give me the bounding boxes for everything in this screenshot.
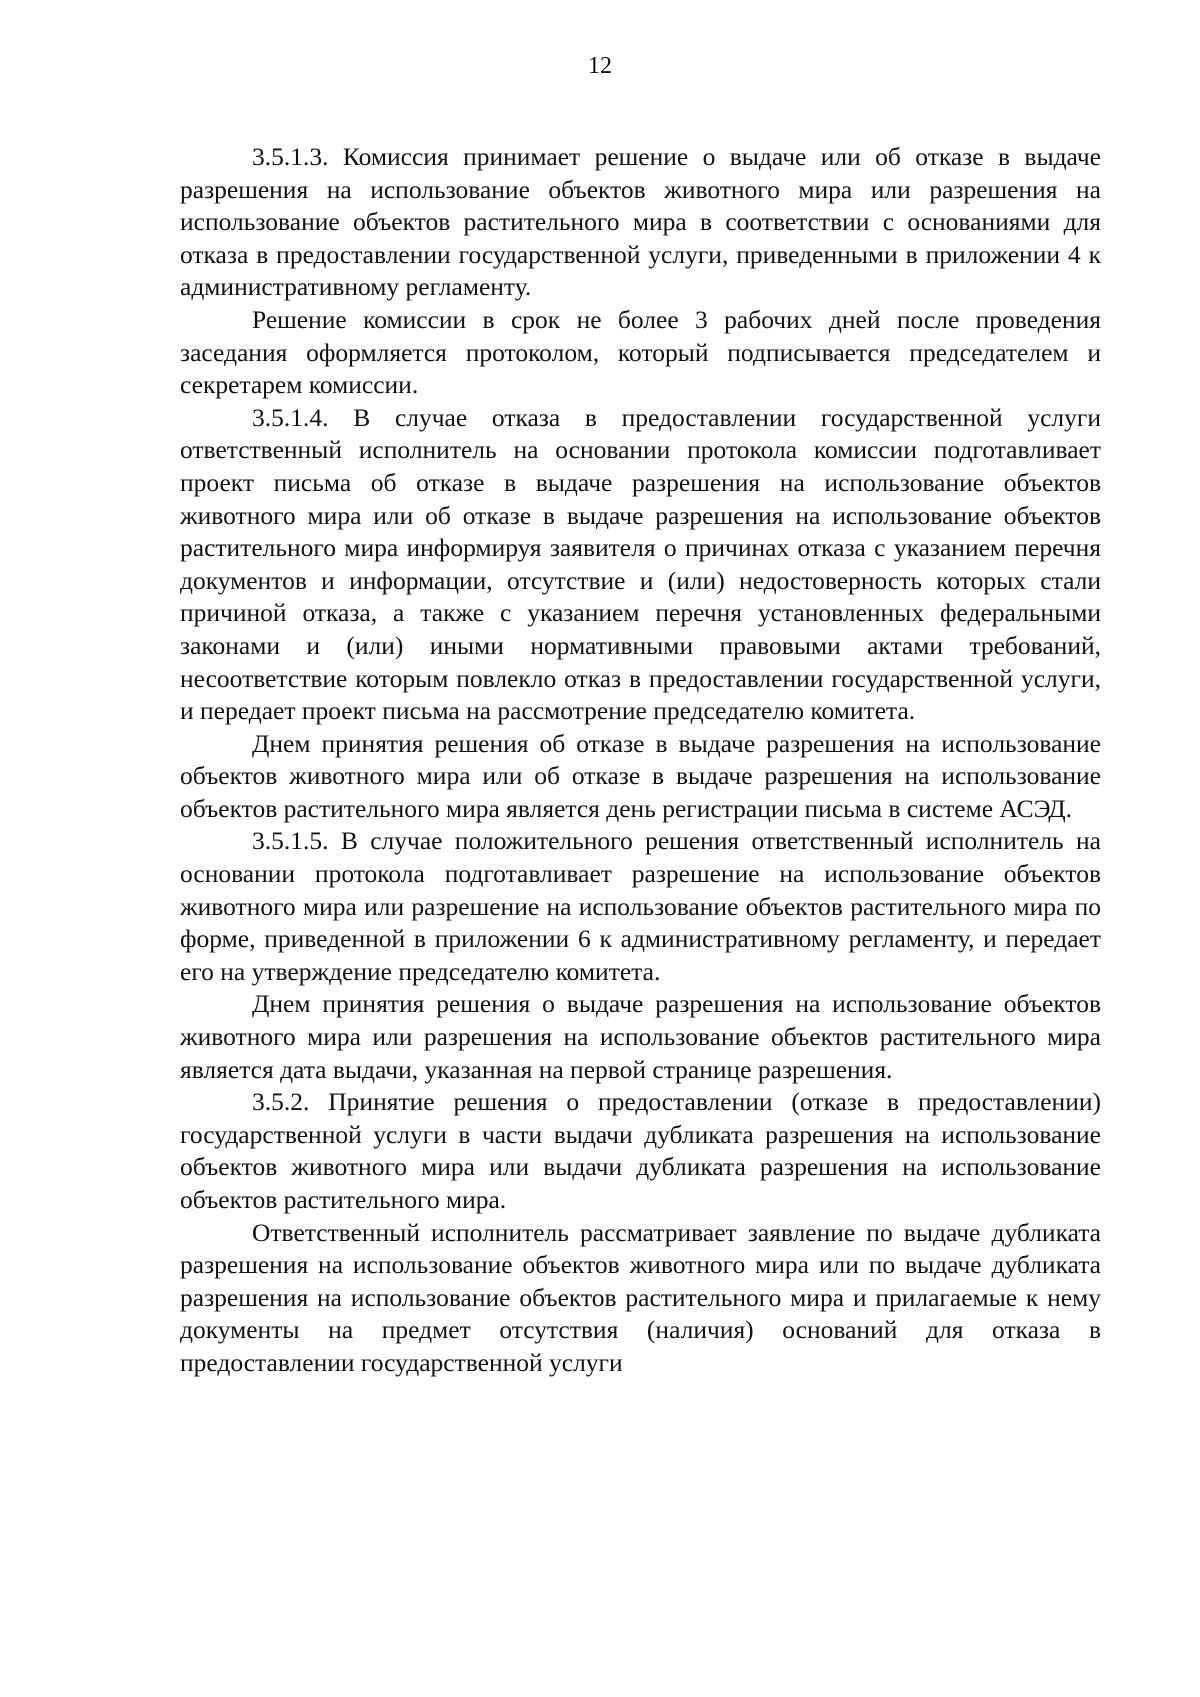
paragraph-3-5-1-5: 3.5.1.5. В случае положительного решения ответственный исполнитель на основании протокола подготавливает разрешение на использование объектов животного мира или разрешение на использование объектов растительного мира по форме, приведенной в приложении 6 к административному регламенту, и передает его на утверждение председателю комитета.	[180, 826, 1101, 986]
paragraph-3-5-2: 3.5.2. Принятие решения о предоставлении (отказе в предоставлении) государственной услуги в части выдачи дубликата разрешения на использование объектов животного мира или выдачи дубликата разрешения на использование объектов растительного мира.	[180, 1087, 1101, 1214]
paragraph-refusal-date: Днем принятия решения об отказе в выдаче разрешения на использование объектов животного мира или об отказе в выдаче разрешения на использование объектов растительного мира является день регистрации письма в системе АСЭД.	[180, 728, 1101, 823]
paragraph-commission-decision: Решение комиссии в срок не более 3 рабочих дней после проведения заседания оформляется протоколом, который подписывается председателем и секретарем комиссии.	[180, 304, 1101, 400]
paragraph-duplicate-review: Ответственный исполнитель рассматривает заявление по выдаче дубликата разрешения на использование объектов животного мира или по выдаче дубликата разрешения на использование объектов растительного мира и прилагаемые к нему документы на предмет отсутствия (наличия) оснований для отказа в предоставлении государственной услуги	[180, 1217, 1101, 1377]
paragraph-issue-date: Днем принятия решения о выдаче разрешения на использование объектов животного мира или разрешения на использование объектов растительного мира является дата выдачи, указанная на первой странице разрешения.	[180, 989, 1101, 1084]
paragraph-3-5-1-3: 3.5.1.3. Комиссия принимает решение о выдаче или об отказе в выдаче разрешения на использование объектов животного мира или разрешения на использование объектов растительного мира в соответствии с основаниями для отказа в предоставлении государственной услуги, приведенными в приложении 4 к административному регламенту.	[180, 142, 1101, 302]
page-number: 12	[588, 53, 612, 79]
paragraph-3-5-1-4: 3.5.1.4. В случае отказа в предоставлении государственной услуги ответственный исполнитель на основании протокола комиссии подготавливает проект письма об отказе в выдаче разрешения на использование объектов животного мира или об отказе в выдаче разрешения на использование объектов растительного мира информируя заявителя о причинах отказа с указанием перечня документов и информации, отсутствие и (или) недостоверность которых стали причиной отказа, а также с указанием перечня установленных федеральными законами и (или) иными нормативными правовыми актами требований, несоответствие которым повлекло отказ в предоставлении государственной услуги, и передает проект письма на рассмотрение председателю комитета.	[180, 402, 1101, 726]
document-body	[180, 141, 1101, 1380]
